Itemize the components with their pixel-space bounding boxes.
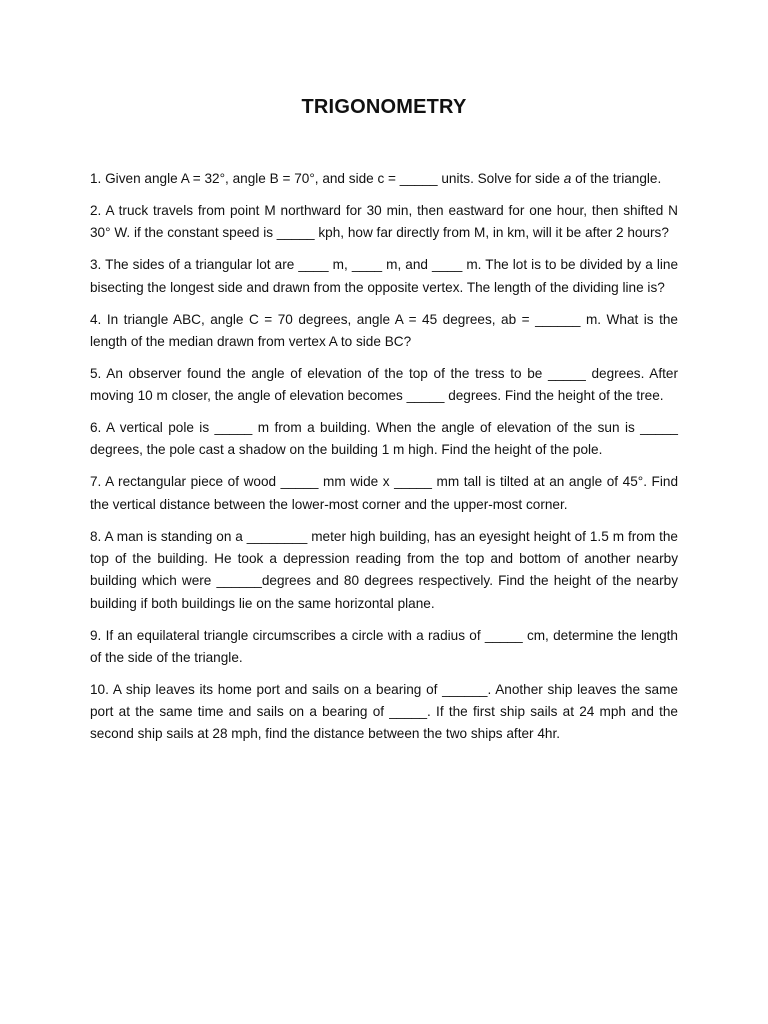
question-item: 7. A rectangular piece of wood _____ mm wide x _____ mm tall is tilted at an angle of 45°. Find the vertical distance between the lower-most corner and the upper-most corner. <box>90 474 682 512</box>
question-item: 3. The sides of a triangular lot are ____ m, ____ m, and ____ m. The lot is to be divided by a line bisecting the longest side and drawn from the opposite vertex. The length of the dividing line is? <box>90 257 682 295</box>
question-item: 8. A man is standing on a ________ meter high building, has an eyesight height of 1.5 m from the top of the building. He took a depression reading from the top and bottom of another nearby building which were ______degrees and 80 degrees respectively. Find the height of the nearby building if both buildings lie on the same horizontal plane. <box>90 528 682 611</box>
document-title: TRIGONOMETRY <box>301 96 467 118</box>
question-item: 9. If an equilateral triangle circumscribes a circle with a radius of _____ cm, determine the length of the side of the triangle. <box>90 627 682 665</box>
question-item <box>90 168 678 190</box>
question-item: 4. In triangle ABC, angle C = 70 degrees, angle A = 45 degrees, ab = ______ m. What is the length of the median drawn from vertex A to side BC? <box>90 311 682 349</box>
question-item: 10. A ship leaves its home port and sails on a bearing of ______. Another ship leaves the same port at the same time and sails on a bearing of _____. If the first ship sails at 24 mph and the second ship sails at 28 mph, find the distance between the two ships after 4hr. <box>90 681 682 742</box>
question-item: 5. An observer found the angle of elevation of the top of the tress to be _____ degrees. After moving 10 m closer, the angle of elevation becomes _____ degrees. Find the height of the tree. <box>90 365 682 404</box>
question-text: of the triangle. <box>571 171 662 186</box>
question-item: 2. A truck travels from point M northward for 30 min, then eastward for one hour, then shifted N 30° W. if the constant speed is _____ kph, how far directly from M, in km, will it be after 2 hours? <box>90 202 682 241</box>
question-text: 1. Given angle A = 32°, angle B = 70°, and side c = _____ units. Solve for side <box>90 171 564 186</box>
question-variable: a <box>563 171 572 186</box>
question-list <box>90 168 682 746</box>
question-item: 6. A vertical pole is _____ m from a building. When the angle of elevation of the sun is _____ degrees, the pole cast a shadow on the building 1 m high. Find the height of the pole. <box>90 420 682 458</box>
